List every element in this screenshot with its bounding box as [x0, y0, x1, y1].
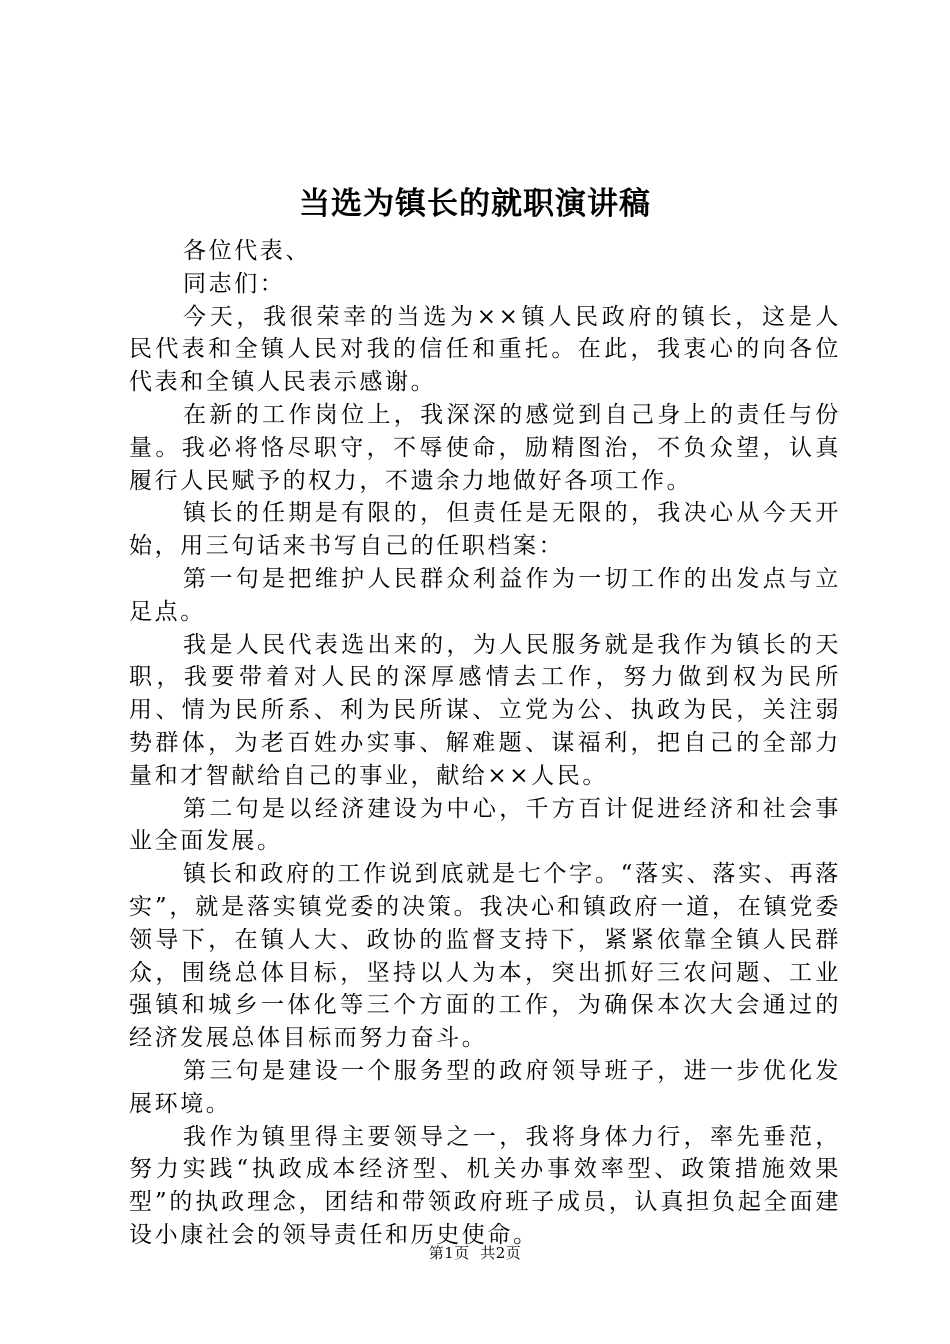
salutation-line: 各位代表、	[183, 238, 311, 264]
body-paragraph: 我作为镇里得主要领导之一，我将身体力行，率先垂范，努力实践“执政成本经济型、机关办事效率型、政策措施效果型”的执政理念，团结和带领政府班子成员，认真担负起全面建设小康社会的领导责任和历史使命。	[129, 1123, 841, 1248]
body-paragraph: 第三句是建设一个服务型的政府领导班子，进一步优化发展环境。	[129, 1057, 841, 1117]
document-title: 当选为镇长的就职演讲稿	[299, 186, 651, 222]
body-paragraph: 第一句是把维护人民群众利益作为一切工作的出发点与立足点。	[129, 565, 841, 625]
page-number-footer: 第1页 共2页	[428, 1244, 522, 1262]
body-paragraph: 在新的工作岗位上，我深深的感觉到自己身上的责任与份量。我必将恪尽职守，不辱使命，励精图治，不负众望，认真履行人民赋予的权力，不遗余力地做好各项工作。	[129, 401, 841, 494]
body-paragraph: 镇长的任期是有限的，但责任是无限的，我决心从今天开始，用三句话来书写自己的任职档案：	[129, 500, 841, 560]
document-body	[129, 235, 841, 1252]
body-paragraph: 我是人民代表选出来的，为人民服务就是我作为镇长的天职，我要带着对人民的深厚感情去工作，努力做到权为民所用、情为民所系、利为民所谋、立党为公、执政为民，关注弱势群体，为老百姓办实事、解难题、谋福利，把自己的全部力量和才智献给自己的事业，献给××人民。	[129, 631, 841, 789]
body-paragraph: 第二句是以经济建设为中心，千方百计促进经济和社会事业全面发展。	[129, 795, 841, 855]
body-paragraph: 镇长和政府的工作说到底就是七个字。“落实、落实、再落实”，就是落实镇党委的决策。我决心和镇政府一道，在镇党委领导下，在镇人大、政协的监督支持下，紧紧依靠全镇人民群众，围绕总体目标，坚持以人为本，突出抓好三农问题、工业强镇和城乡一体化等三个方面的工作，为确保本次大会通过的经济发展总体目标而努力奋斗。	[129, 861, 841, 1052]
body-paragraph: 今天，我很荣幸的当选为××镇人民政府的镇长，这是人民代表和全镇人民对我的信任和重托。在此，我衷心的向各位代表和全镇人民表示感谢。	[129, 303, 841, 396]
salutation-line: 同志们：	[183, 270, 286, 297]
